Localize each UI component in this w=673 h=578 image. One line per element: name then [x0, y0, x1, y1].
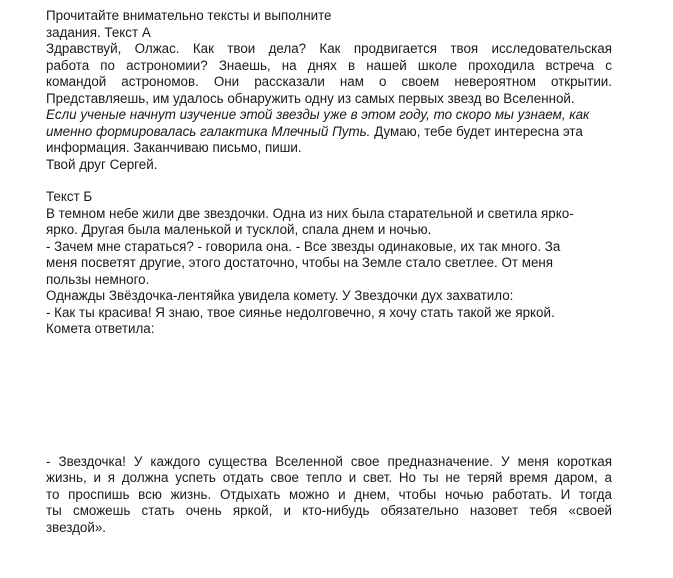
text-a-line: Представляешь, им удалось обнаружить одну из самых первых звезд во Вселенной. — [46, 90, 575, 106]
text-b-line: - Зачем мне стараться? - говорила она. - Все звезды одинаковые, их так много. За — [46, 238, 561, 254]
text-a-line: работа по астрономии? Знаешь, на днях в нашей школе проходила встреча с — [46, 57, 612, 73]
text-a-italic-fragment: именно формировалась галактика Млечный Путь. — [46, 123, 371, 139]
comet-reply-line: ты сможешь стать очень яркой, и кто-нибудь обязательно назовет тебя «своей — [46, 503, 612, 518]
text-a-line: командой астрономов. Они рассказали нам о своем невероятном открытии. — [46, 74, 612, 89]
comet-reply — [46, 454, 612, 537]
text-b-line: Однажды Звёздочка-лентяйка увидела комету. У Звездочки дух захватило: — [46, 288, 514, 303]
text-b-line: - Как ты красива! Я знаю, твое сиянье недолговечно, я хочу стать такой же яркой. — [46, 304, 555, 320]
text-a-mixed-line — [46, 124, 612, 141]
comet-reply-line: то проспишь всю жизнь. Отдыхать можно и днем, чтобы ночью работать. И тогда — [46, 486, 612, 502]
comet-reply-line: жизнь, и я должна успеть отдать свое тепло и свет. Но ты не теряй время даром, а — [46, 470, 612, 485]
blank-space — [46, 338, 612, 454]
text-a-line: информация. Заканчиваю письмо, пиши. — [46, 140, 302, 155]
text-a-italic-line: Если ученые начнут изучение этой звезды уже в этом году, то скоро мы узнаем, как — [46, 107, 590, 122]
text-b — [46, 189, 612, 338]
instruction-line-2: задания. Текст А — [46, 24, 151, 40]
instruction-line-1: Прочитайте внимательно тексты и выполните — [46, 8, 332, 23]
text-a-line-rest: Думаю, тебе будет интересна эта — [370, 123, 583, 139]
text-a-line: Здравствуй, Олжас. Как твои дела? Как продвигается твоя исследовательская — [46, 41, 612, 56]
text-b-line: В темном небе жили две звездочки. Одна из них была старательной и светила ярко- — [46, 205, 574, 221]
text-b-title: Текст Б — [46, 189, 93, 204]
document-page — [46, 8, 612, 536]
text-b-line: пользы немного. — [46, 271, 150, 287]
comet-reply-line: звездой». — [46, 519, 107, 535]
text-b-line: ярко. Другая была маленькой и тусклой, спала днем и ночью. — [46, 222, 432, 237]
paragraph-gap — [46, 173, 612, 189]
text-a — [46, 41, 612, 173]
text-b-line: Комета ответила: — [46, 321, 155, 336]
text-b-line: меня посветят другие, этого достаточно, чтобы на Земле стало светлее. От меня — [46, 255, 554, 270]
comet-reply-line: - Звездочка! У каждого существа Вселенной свое предназначение. У меня короткая — [46, 453, 612, 469]
text-a-signature: Твой друг Сергей. — [46, 156, 158, 172]
